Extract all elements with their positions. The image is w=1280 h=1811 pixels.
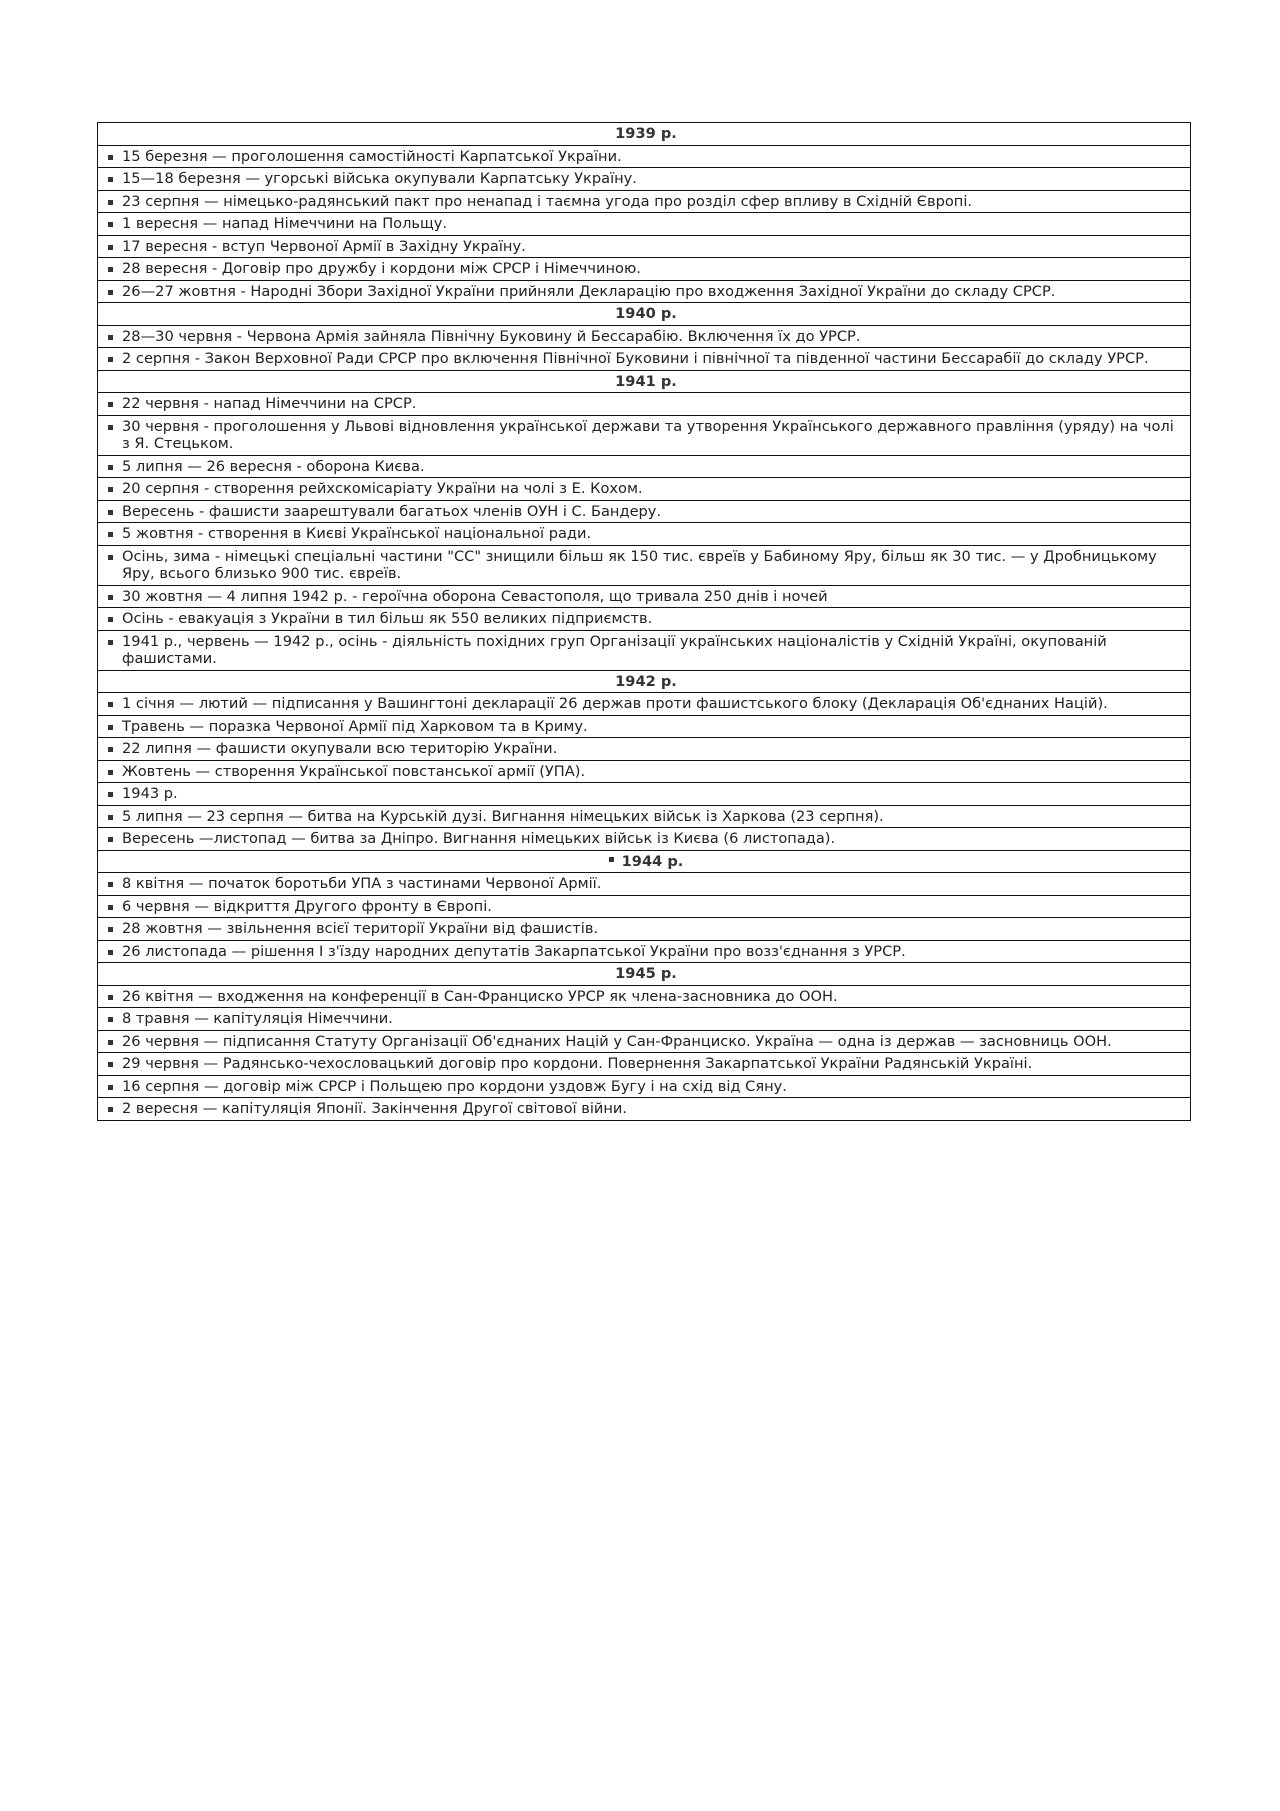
event-row [98,608,1191,631]
event-cell [98,715,1191,738]
event-cell [98,783,1191,806]
event-text: 8 квітня — початок боротьби УПА з частинами Червоної Армії. [122,875,602,892]
event-row [98,500,1191,523]
year-header-row [98,303,1191,326]
event-text: Вересень - фашисти заарештували багатьох членів ОУН і С. Бандеру. [122,502,662,520]
year-header-row [98,670,1191,693]
bullet-icon [108,1107,113,1112]
year-header-row [98,850,1191,873]
event-cell [98,1053,1191,1076]
event-text: 26 квітня — входження на конференції в Сан-Франциско УРСР як члена-засновника до ООН. [122,987,838,1005]
bullet-icon [108,595,113,600]
year-header-row [98,963,1191,986]
bullet-icon [108,200,113,205]
event-text: 1 вересня — напад Німеччини на Польщу. [122,215,448,232]
event-cell [98,608,1191,631]
event-row [98,478,1191,501]
event-text: 8 травня — капітуляція Німеччини. [122,1010,393,1027]
event-row [98,918,1191,941]
bullet-icon [108,995,113,1000]
year-header-row [98,123,1191,146]
event-row [98,523,1191,546]
event-text: Травень — поразка Червоної Армії під Харковом та в Криму. [122,717,588,735]
event-row [98,828,1191,851]
event-text: 20 серпня - створення рейхскомісаріату України на чолі з Е. Кохом. [122,480,643,497]
bullet-icon [108,155,113,160]
event-row [98,415,1191,455]
bullet-icon [108,882,113,887]
chronology-table-body [98,123,1191,1121]
event-text: 2 серпня - Закон Верховної Ради СРСР про включення Північної Буковини і північної та південної частини Бессарабії до складу УРСР. [122,350,1149,367]
year-label: 1945 р. [615,965,677,982]
event-text: 22 червня - напад Німеччини на СРСР. [122,395,417,412]
event-text: 15—18 березня — угорські війська окупували Карпатську Україну. [122,170,637,187]
event-row [98,145,1191,168]
bullet-icon [108,245,113,250]
bullet-icon [108,927,113,932]
event-text: Жовтень — створення Української повстанської армії (УПА). [122,762,586,780]
event-cell [98,478,1191,501]
event-row [98,715,1191,738]
event-text: Осінь - евакуація з України в тил більш як 550 великих підприємств. [122,610,653,627]
bullet-icon [108,465,113,470]
event-text: 1943 р. [122,785,178,802]
bullet-icon [108,555,113,560]
bullet-icon [108,770,113,775]
event-row [98,213,1191,236]
event-row [98,1053,1191,1076]
year-header-cell [98,123,1191,146]
event-text: 22 липня — фашисти окупували всю територію України. [122,740,558,757]
bullet-icon [108,532,113,537]
bullet-icon [108,725,113,730]
event-cell [98,213,1191,236]
year-header-cell [98,303,1191,326]
event-row [98,1098,1191,1121]
year-header-cell [98,670,1191,693]
event-row [98,940,1191,963]
event-row [98,985,1191,1008]
bullet-icon [108,950,113,955]
event-text: 5 жовтня - створення в Києві Української національної ради. [122,525,592,542]
event-cell [98,393,1191,416]
year-label: 1940 р. [615,305,677,322]
event-cell [98,145,1191,168]
event-row [98,693,1191,716]
year-header-cell [98,850,1191,873]
event-text: 30 жовтня — 4 липня 1942 р. - героїчна оборона Севастополя, що тривала 250 днів і ночей [122,587,828,605]
event-cell [98,258,1191,281]
event-row [98,455,1191,478]
event-text: 30 червня - проголошення у Львові відновлення української держави та утворення Українського державного правління (уряду) на чолі з Я. Стецьком. [122,417,1174,452]
event-text: 2 вересня — капітуляція Японії. Закінчення Другої світової війни. [122,1100,628,1117]
event-text: 6 червня — відкриття Другого фронту в Європі. [122,897,492,915]
event-row [98,1008,1191,1031]
bullet-icon [108,792,113,797]
bullet-icon [108,487,113,492]
bullet-icon [108,402,113,407]
event-text: 1941 р., червень — 1942 р., осінь - діяльність похідних груп Організації українських націоналістів у Східній Україні, окупованій фашистами. [122,632,1107,667]
event-row [98,873,1191,896]
event-row [98,325,1191,348]
event-cell [98,325,1191,348]
event-cell [98,895,1191,918]
year-header-cell [98,963,1191,986]
event-cell [98,630,1191,670]
event-row [98,783,1191,806]
bullet-icon [108,290,113,295]
bullet-icon [108,837,113,842]
year-header-row [98,370,1191,393]
event-row [98,168,1191,191]
event-row [98,585,1191,608]
event-cell [98,828,1191,851]
event-row [98,630,1191,670]
year-label: 1942 р. [615,672,677,690]
event-cell [98,500,1191,523]
event-cell [98,1008,1191,1031]
bullet-icon [108,640,113,645]
event-text: 5 липня — 26 вересня - оборона Києва. [122,457,425,475]
event-text: 26—27 жовтня - Народні Збори Західної України прийняли Декларацію про входження Західної України до складу СРСР. [122,282,1056,300]
event-text: 5 липня — 23 серпня — битва на Курській дузі. Вигнання німецьких військ із Харкова (23 серпня). [122,807,884,825]
event-cell [98,760,1191,783]
event-text: 17 вересня - вступ Червоної Армії в Західну Україну. [122,237,526,255]
event-cell [98,168,1191,191]
event-cell [98,348,1191,371]
bullet-icon [108,425,113,430]
year-label: 1944 р. [621,852,684,870]
event-text: Осінь, зима - німецькі спеціальні частини "СС" знищили більш як 150 тис. євреїв у Бабиному Яру, більш як 30 тис. — у Дробницькому Яру, всього близько 900 тис. євреїв. [122,547,1157,582]
event-cell [98,940,1191,963]
bullet-icon [108,702,113,707]
event-cell [98,693,1191,716]
event-cell [98,873,1191,896]
chronology-table [97,122,1191,1121]
bullet-icon [609,857,614,862]
event-cell [98,523,1191,546]
event-cell [98,738,1191,761]
bullet-icon [108,357,113,362]
event-cell [98,235,1191,258]
year-label: 1941 р. [615,372,677,390]
event-row [98,1075,1191,1098]
event-cell [98,455,1191,478]
event-cell [98,280,1191,303]
event-cell [98,190,1191,213]
event-text: 26 листопада — рішення І з'їзду народних депутатів Закарпатської України про возз'єднання з УРСР. [122,942,906,960]
event-cell [98,1075,1191,1098]
year-header-cell [98,370,1191,393]
event-cell [98,545,1191,585]
event-text: 29 червня — Радянсько-чехословацький договір про кордони. Повернення Закарпатської України Радянській Україні. [122,1055,1033,1072]
event-cell [98,805,1191,828]
bullet-icon [108,905,113,910]
bullet-icon [108,747,113,752]
event-cell [98,1098,1191,1121]
event-row [98,235,1191,258]
event-text: 28 жовтня — звільнення всієї території України від фашистів. [122,920,599,937]
event-cell [98,918,1191,941]
event-row [98,545,1191,585]
bullet-icon [108,1085,113,1090]
event-row [98,393,1191,416]
bullet-icon [108,335,113,340]
event-text: 15 березня — проголошення самостійності Карпатської України. [122,147,622,165]
event-row [98,760,1191,783]
event-cell [98,1030,1191,1053]
event-row [98,1030,1191,1053]
bullet-icon [108,617,113,622]
event-text: Вересень —листопад — битва за Дніпро. Вигнання німецьких військ із Києва (6 листопада). [122,830,836,847]
event-row [98,738,1191,761]
event-text: 28 вересня - Договір про дружбу і кордони між СРСР і Німеччиною. [122,260,641,277]
event-row [98,190,1191,213]
event-text: 26 червня — підписання Статуту Організації Об'єднаних Націй у Сан-Франциско. Україна — одна із держав — засновниць ООН. [122,1032,1112,1050]
event-cell [98,585,1191,608]
bullet-icon [108,815,113,820]
event-cell [98,985,1191,1008]
event-row [98,348,1191,371]
event-text: 28—30 червня - Червона Армія зайняла Північну Буковину й Бессарабію. Включення їх до УРСР. [122,327,861,345]
event-text: 1 січня — лютий — підписання у Вашингтоні декларації 26 держав проти фашистського блоку (Декларація Об'єднаних Націй). [122,695,1108,712]
bullet-icon [108,1017,113,1022]
event-row [98,805,1191,828]
event-text: 23 серпня — німецько-радянський пакт про ненапад і таємна угода про розділ сфер впливу в Східній Європі. [122,192,973,210]
bullet-icon [108,267,113,272]
bullet-icon [108,1040,113,1045]
bullet-icon [108,510,113,515]
event-row [98,895,1191,918]
year-label: 1939 р. [615,125,677,142]
event-row [98,280,1191,303]
event-cell [98,415,1191,455]
bullet-icon [108,222,113,227]
bullet-icon [108,177,113,182]
bullet-icon [108,1062,113,1067]
event-row [98,258,1191,281]
event-text: 16 серпня — договір між СРСР і Польщею про кордони уздовж Бугу і на схід від Сяну. [122,1077,787,1095]
